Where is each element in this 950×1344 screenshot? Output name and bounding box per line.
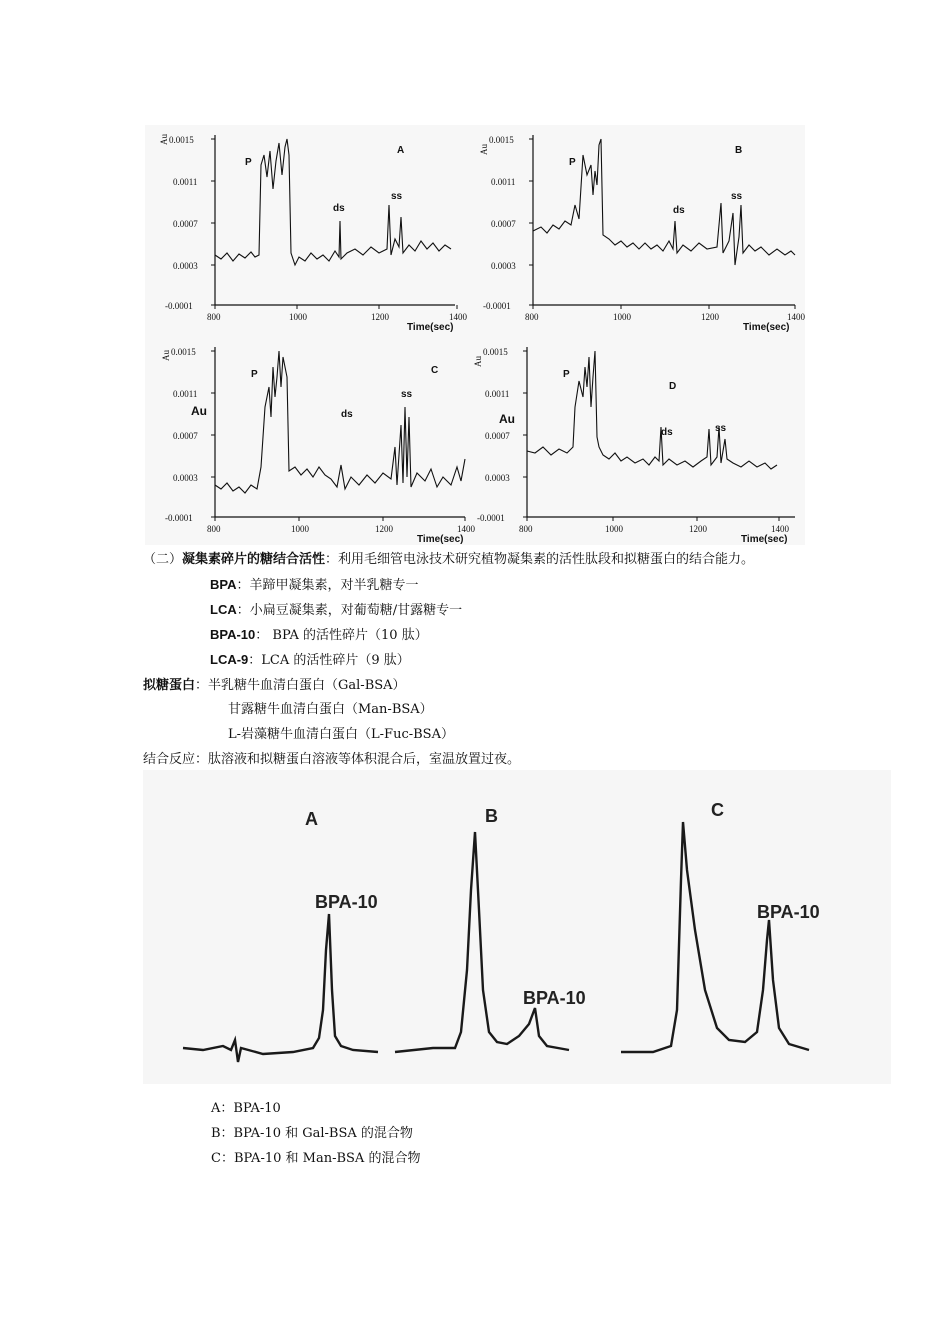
trace-label-c: C	[711, 800, 724, 820]
caption-b: B：BPA-10 和 Gal-BSA 的混合物	[211, 1126, 413, 1141]
heading-rest: ：利用毛细管电泳技术研究植物凝集素的活性肽段和拟糖蛋白的结合能力。	[325, 552, 755, 567]
xaxis-label: Time(sec)	[407, 322, 454, 333]
definition-desc: ： BPA 的活性碎片（10 肽）	[255, 628, 428, 643]
yaxis-label: Au	[479, 144, 489, 155]
ytick-label: 0.0003	[491, 261, 516, 271]
xtick-label: 1400	[457, 524, 475, 534]
definition-term: BPA-10	[210, 627, 256, 642]
ytick-label: 0.0015	[489, 135, 514, 145]
caption-c: C：BPA-10 和 Man-BSA 的混合物	[211, 1151, 421, 1166]
peak-label-bpa10-a: BPA-10	[315, 892, 378, 912]
ytick-label: 0.0011	[173, 389, 198, 399]
xtick-label: 1200	[371, 312, 389, 322]
binding-figure	[143, 770, 891, 1084]
trace-a	[183, 914, 378, 1062]
xtick-label: 800	[207, 524, 221, 534]
glycoprotein-item: 甘露糖牛血清白蛋白（Man-BSA）	[228, 702, 433, 717]
ytick-label: 0.0011	[491, 177, 516, 187]
glycoprotein-line-1	[143, 676, 406, 694]
ytick-label: 0.0007	[173, 219, 198, 229]
peak-label-p: P	[563, 369, 570, 380]
peak-label-ss: ss	[401, 389, 413, 400]
definition-desc: ：LCA 的活性碎片（9 肽）	[248, 653, 410, 668]
heading-prefix: （二）	[143, 552, 183, 567]
xaxis-label: Time(sec)	[743, 322, 790, 333]
ytick-label: 0.0015	[171, 347, 196, 357]
definition-term: LCA-9	[210, 652, 249, 667]
ytick-label: 0.0015	[483, 347, 508, 357]
yaxis-label-extra: Au	[191, 404, 207, 418]
xaxis-label: Time(sec)	[741, 534, 788, 545]
ytick-label: -0.0001	[165, 301, 193, 311]
panel-c	[161, 347, 476, 545]
peak-label-ss: ss	[731, 191, 743, 202]
glycoprotein-item: L-岩藻糖牛血清白蛋白（L-Fuc-BSA）	[228, 727, 454, 742]
ytick-label: -0.0001	[165, 513, 193, 523]
yaxis-label-extra: Au	[499, 412, 515, 426]
electropherogram-grid	[145, 125, 805, 545]
peak-label-p: P	[251, 369, 258, 380]
xtick-label: 1000	[613, 312, 631, 322]
panel-letter: B	[735, 145, 743, 156]
ytick-label: 0.0003	[173, 473, 198, 483]
xtick-label: 1400	[771, 524, 789, 534]
peak-label-ss: ss	[391, 191, 403, 202]
xtick-label: 1200	[689, 524, 707, 534]
ytick-label: 0.0011	[485, 389, 510, 399]
peak-label-bpa10-b: BPA-10	[523, 988, 586, 1008]
trace-c	[621, 822, 809, 1052]
peak-label-p: P	[569, 157, 576, 168]
peak-label-ds: ds	[673, 205, 685, 216]
heading-bold: 凝集素碎片的糖结合活性	[182, 551, 326, 566]
panel-letter: D	[669, 381, 677, 392]
definition-desc: ：羊蹄甲凝集素，对半乳糖专一	[236, 578, 419, 593]
ytick-label: 0.0007	[173, 431, 198, 441]
panel-letter: C	[431, 365, 439, 376]
ytick-label: -0.0001	[483, 301, 511, 311]
glycoprotein-term: 拟糖蛋白	[143, 677, 196, 692]
ytick-label: -0.0001	[477, 513, 505, 523]
panel-letter: A	[397, 145, 405, 156]
xtick-label: 1200	[375, 524, 393, 534]
xtick-label: 1000	[605, 524, 623, 534]
ytick-label: 0.0003	[485, 473, 510, 483]
section-heading	[143, 550, 754, 568]
xtick-label: 800	[519, 524, 533, 534]
peak-label-ss: ss	[715, 423, 727, 434]
peak-label-bpa10-c: BPA-10	[757, 902, 820, 922]
peak-label-ds: ds	[661, 427, 673, 438]
panel-b	[479, 135, 805, 333]
xtick-label: 800	[207, 312, 221, 322]
binding-traces	[143, 770, 891, 1084]
yaxis-label: Au	[473, 356, 483, 367]
xtick-label: 1400	[449, 312, 467, 322]
trace-label-b: B	[485, 806, 498, 826]
xtick-label: 1000	[289, 312, 307, 322]
trace-b	[395, 832, 569, 1052]
xaxis-label: Time(sec)	[417, 534, 464, 545]
peak-label-ds: ds	[341, 409, 353, 420]
yaxis-label: Au	[161, 350, 171, 361]
panel-d	[473, 347, 795, 545]
xtick-label: 800	[525, 312, 539, 322]
peak-label-p: P	[245, 157, 252, 168]
definition-lca-9	[210, 651, 410, 669]
definition-term: BPA	[210, 577, 237, 592]
definition-lca	[210, 601, 462, 619]
ytick-label: 0.0007	[491, 219, 516, 229]
ytick-label: 0.0003	[173, 261, 198, 271]
xtick-label: 1000	[291, 524, 309, 534]
definition-bpa-10	[210, 626, 428, 644]
ytick-label: 0.0007	[485, 431, 510, 441]
definition-term: LCA	[210, 602, 237, 617]
trace-label-a: A	[305, 809, 318, 829]
xtick-label: 1400	[787, 312, 805, 322]
xtick-label: 1200	[701, 312, 719, 322]
caption-a: A：BPA-10	[211, 1101, 281, 1116]
reaction-text: 结合反应：肽溶液和拟糖蛋白溶液等体积混合后，室温放置过夜。	[143, 752, 521, 767]
yaxis-label: Au	[159, 134, 169, 145]
ytick-label: 0.0015	[169, 135, 194, 145]
panel-a	[159, 134, 468, 333]
peak-label-ds: ds	[333, 203, 345, 214]
definition-bpa	[210, 576, 419, 594]
ytick-label: 0.0011	[173, 177, 198, 187]
definition-desc: ：小扁豆凝集素，对葡萄糖/甘露糖专一	[236, 603, 463, 618]
electropherogram-figure	[145, 125, 805, 545]
glycoprotein-item: ：半乳糖牛血清白蛋白（Gal-BSA）	[195, 678, 406, 693]
